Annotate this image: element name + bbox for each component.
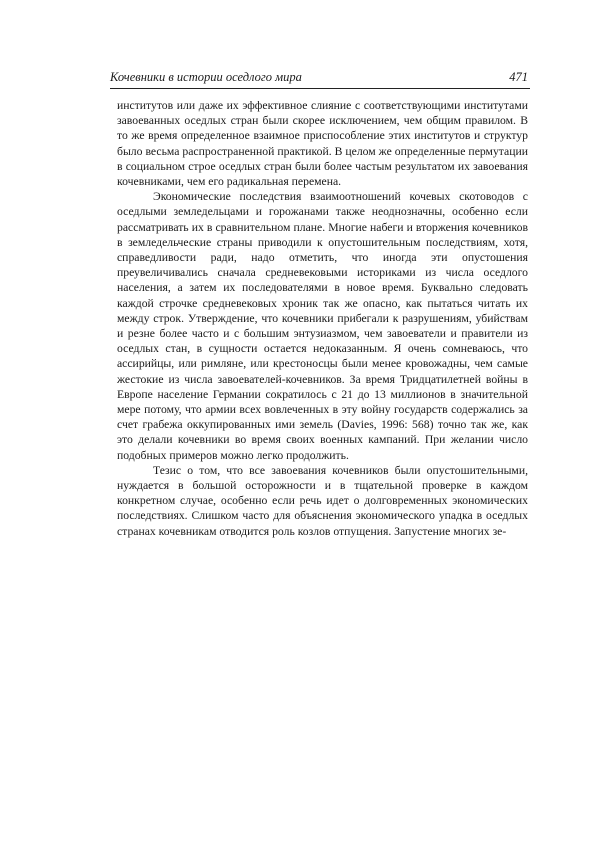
page-number: 471 xyxy=(509,70,528,84)
running-title: Кочевники в истории оседлого мира xyxy=(110,70,302,84)
paragraph-1: институтов или даже их эффективное слияние с соответствующими институтами завоеванных оседлых стран были скорее исключением, чем общим правилом. В то же время определенное взаимное приспособление этих институтов и структур было весьма распространенной практикой. В целом же определенные пермутации в социальном строе оседлых стран были более частым результатом их завоевания кочевниками, чем его радикальная перемена. xyxy=(117,99,528,189)
body-text xyxy=(117,98,528,539)
paragraph-3: Тезис о том, что все завоевания кочевников были опустошительными, нуждается в большой осторожности и в тщательной проверке в каждом конкретном случае, особенно если речь идет о долговременных экономических последствиях. Слишком часто для объяснения экономического упадка в оседлых странах кочевникам отводится роль козлов отпущения. Запустение многих зе- xyxy=(117,463,528,538)
paragraph-2: Экономические последствия взаимоотношений кочевых скотоводов с оседлыми земледельцами и горожанами также неоднозначны, особенно если рассматривать их в сравнительном плане. Многие набеги и вторжения кочевников в земледельческие страны приводили к опустошительным последствиям, хотя, справедливости ради, надо отметить, что иногда эти опустошения преувеличивались сначала средневековыми историками из числа оседлого населения, а затем их последователями в новое время. Буквально следовать каждой строчке средневековых хроник так же опасно, как пытаться читать их между строк. Утверждение, что кочевники прибегали к разрушениям, убийствам и резне более часто и с большим энтузиазмом, чем завоеватели и правители из оседлых стан, в сущности остается недоказанным. Я очень сомневаюсь, что ассирийцы, или римляне, или крестоносцы были менее кровожадны, чем самые жестокие из числа завоевателей-кочевников. За время Тридцатилетней войны в Европе население Германии сократилось с 21 до 13 миллионов в значительной мере потому, что армии всех вовлеченных в эту войну государств содержались за счет грабежа оккупированных ими земель (Davies, 1996: 568) точно так же, как это делали кочевники во время своих военных кампаний. При желании число подобных примеров можно легко продолжить. xyxy=(117,190,528,462)
page-header xyxy=(110,70,530,89)
